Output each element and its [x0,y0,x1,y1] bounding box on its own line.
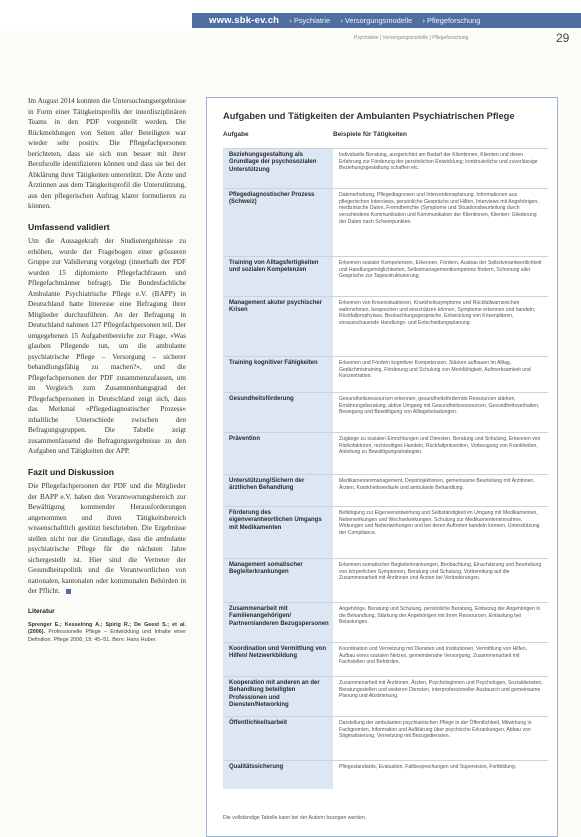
task-examples-cell: Befähigung zur Eigenverantwortung und Selbständigkeit im Umgang mit Medikamenten, Nebenwirkungen und Wechselwirkungen, Schulung zur Medikamenteneinnahme, Wirkungen und Nebenwirkungen und bei deren Auftreten handeln können, Unterstützung der Compliance. [333,507,548,559]
column-header-area: Aufgabe [223,131,249,138]
table-row [223,433,548,475]
article-column [28,96,186,644]
task-examples-cell: Individuelle Beratung, ausgerichtet am Bedarf der Klientinnen, Klienten und deren Erfahrung zur Förderung der persönlichen Entwicklung; kontinuierliche und zuverlässige Beziehungsgestaltung schaffen etc. [333,149,548,189]
task-area-cell: Öffentlichkeitsarbeit [223,717,333,761]
task-examples-cell: Zusammenarbeit mit Ärztinnen, Ärzten, Psychologinnen und Psychologen, Sozialdiensten, Beratungsstellen und weiteren Diensten, interprofessioneller Austausch und gemeinsame Planung und Abstimmung. [333,677,548,717]
task-area-cell: Prävention [223,433,333,475]
end-of-article-mark [66,589,71,594]
section-heading-conclusion: Fazit und Diskussion [28,466,114,477]
intro-paragraph: Im August 2014 konnten die Untersuchungsergebnisse in Form einer Tätigkeitsprofils der interdisziplinären Teams in den PDF vorgestellt werden. Die Rückmeldungen von Seiten aller Beteiligten war wieder sehr positiv. Die Pflegefachpersonen berichteten, dass sie sich nun besser mit ihrer Berufsrolle identifizieren können und dass sie bei der Abklärung ihrer Tätigkeiten unterstützt. Die Ärzte und Ärztinnen aus dem Tätigkeitsprofil die Unterstützung, aus den pflegerischen Auftrag klarer formulieren zu können. [28,97,186,210]
task-examples-cell: Gesundheitsressourcen erkennen, gesundheitsfördernde Ressourcen stärken, Ernährungsberatung, aktive Umgang mit Gesundheitsressourcen, Gesundheitsverhalten, Bewegung und Bewältigung von Alltagsbelastungen. [333,393,548,433]
table-header [207,128,557,138]
task-area-cell: Training von Alltagsfertigkeiten und sozialen Kompetenzen [223,257,333,297]
table-row [223,643,548,677]
table-row [223,761,548,789]
task-examples-cell: Medikamentenmanagement, Depotinjektionen, gemeinsame Beurteilung mit Ärztinnen, Ärzten, Krankheitsverläufe und ambulante Behandlung. [333,475,548,507]
task-area-cell: Zusammenarbeit mit Familienangehörigen/ Partnern/anderen Bezugspersonen [223,603,333,643]
task-area-cell: Management akuter psychischer Krisen [223,297,333,357]
task-area-cell: Pflegediagnostischer Prozess (Schweiz) [223,189,333,257]
table-row [223,559,548,603]
validation-paragraph: Um die Aussagekraft der Studienergebnisse zu erhöhen, wurde der Fragebogen einer grösseren Gruppe zur Validierung vorgelegt (innerhalb der PDF wurden 15 diplomierte Pflegefachfrauen und Pflegefachmänner befragt). Die Bundesfachliche Ambulante Psychiatrische Pflege e.V. (BAPP) in Deutschland hatte Interesse eine Befragung ihrer Mitglieder durchzuführen. An der Befragung in Deutschland nahmen 127 Pflegefachpersonen teil. Der umgegebenen 15 Aufgabenbereiche zur Frage, «Was glauben Pflegende tun, um die ambulante psychiatrische Pflege – Versorgung – sicherer behandlungsfähig zu machen?», und die Pflegefachpersonen der PDF zusammenzufassen, um im Vergleich zum Zusammenhangsgrad der Pflegefachpersonen in Deutschland zeigt sich, dass das Merkmal «Pflegediagnostischer Prozess» inhaltliche Unterschiede zwischen den Befragungsgruppen. Die Tabelle zeigt zusammenfassend die Befragungsergebnisse zu den Aufgaben und Tätigkeiten der APP. [28,237,186,455]
task-examples-cell: Erkennen und Fördern kognitiver Kompetenzen, Stärken aufbauen im Alltag, Gedächtnistraining, Förderung und Schulung von Merkfähigkeit, Aufmerksamkeit und Konzentration. [333,357,548,393]
task-examples-cell: Erkennen sozialer Kompetenzen, Erkennen, Fördern, Ausbau der Selbstverantwortlichkeit und Handlungsmöglichkeiten, Selbstmanagementkompetenz fördern, Schonung aller Gespräche zur Tagesstrukturierung. [333,257,548,297]
table-row [223,717,548,761]
table-footnote: Die vollständige Tabelle kann bei der Autorin bezogen werden. [223,815,367,821]
table-row [223,149,548,189]
literature-authors: Sprenger E.; Kesselring A.; Spirig R.; De Geest S.; et al. (2006). [28,622,186,636]
task-examples-cell: Erkennen somatischer Begleiterkrankungen, Beobachtung, Einschätzung und Beurteilung von körperlichen Symptomen, Beratung und Schulung, Vorbereitung auf die Zusammenarbeit mit Ärztinnen und Ärzten bei Veränderungen. [333,559,548,603]
task-area-cell: Qualitätssicherung [223,761,333,789]
site-url[interactable]: www.sbk-ev.ch [209,15,280,26]
section-heading-validation: Umfassend validiert [28,221,110,232]
literature-text: Professionelle Pflege – Entwicklung und Inhalte einer Definition. Pflege 2006; 19: 45–51. Bern: Hans Huber. [28,629,186,643]
task-area-cell: Gesundheitsförderung [223,393,333,433]
task-area-cell: Förderung des eigenverantwortlichen Umgangs mit Medikamenten [223,507,333,559]
conclusion-paragraph: Die Pflegefachpersonen der PDF und die Mitglieder der BAPP e.V. haben den Verantwortungsbereich zur Bewältigung kommender Herausforderungen angenommen und ihren Tätigkeitsbereich wissenschaftlich gestützt beschrieben. Die Ergebnisse stellen nicht nur die Grundlage, dass die ambulante psychiatrische Pflege für die nächsten Jahre sichergestellt ist. Hier sind die Vertreter der Gesundheitspolitik und die Verantwortlichen von nationalen, kantonalen oder kommunalen Behörden in der Pflicht. [28,482,186,595]
task-examples-cell: Angehörige, Beratung und Schulung, persönliche Beratung, Einbezug der Angehörigen in die Behandlung, Stärkung der Angehörigen mit ihren Ressourcen, Entlastung bei Belastungen. [333,603,548,643]
literature-entry [28,622,186,644]
task-examples-cell: Koordination und Vernetzung mit Diensten und Institutionen, Vermittlung von Hilfen, Aufbau eines sozialen Netzes, gemeindenahe Versorgung, Zusammenarbeit mit Fachstellen und Behörden. [333,643,548,677]
nav-item-3[interactable]: › Pflegeforschung [422,16,481,25]
task-area-cell: Kooperation mit anderen an der Behandlung beteiligten Professionen und Diensten/Networking [223,677,333,717]
task-examples-cell: Darstellung der ambulanten psychiatrischen Pflege in der Öffentlichkeit, Mitwirkung in Fachgremien, Information und Aufklärung über psychische Erkrankungen, Abbau von Stigmatisierung, Vernetzung mit Bezugsdiensten. [333,717,548,761]
task-area-cell: Management somatischer Begleiterkrankungen [223,559,333,603]
task-examples-cell: Pflegestandards, Evaluation, Fallbesprechungen und Supervision, Fortbildung. [333,761,548,789]
table-row [223,507,548,559]
table-row [223,357,548,393]
nav-item-2[interactable]: › Versorgungsmodelle [340,16,413,25]
task-table [223,148,548,789]
table-title: Aufgaben und Tätigkeiten der Ambulanten Psychiatrischen Pflege [223,111,515,121]
task-examples-cell: Erkennen von Krisensituationen, Krankheitssymptome und Rückfallwarnzeichen wahrnehmen, besprechen und einschätzen können, Symptome erkennen und handeln; Rückfallprophylaxe, Beobachtungsgespräche, Entwicklung von Krisenplänen, vorausschauende Handlungs- und Entscheidungsplanung. [333,297,548,357]
task-area-cell: Training kognitiver Fähigkeiten [223,357,333,393]
column-header-examples: Beispiele für Tätigkeiten [333,131,407,138]
table-row [223,475,548,507]
table-row [223,603,548,643]
page-header [0,0,581,31]
table-row [223,297,548,357]
running-head: Psychiatrie | Versorgungsmodelle | Pflegeforschung [354,35,469,41]
table-row [223,189,548,257]
task-area-cell: Unterstützung/Sichern der ärztlichen Behandlung [223,475,333,507]
header-banner [192,13,581,28]
task-table-box [206,97,558,837]
literature-heading: Literatur [28,607,55,615]
table-row [223,257,548,297]
task-examples-cell: Datenerhebung, Pflegediagnosen und Interventionsplanung. Informationen aus pflegerischen Interviews, persönliche Gespräche und Hilfen, Interviews mit Angehörigen, medizinische Daten, Fremdberichte (Symptome und Situationsbeurteilung durch verschiedene Kommunikation und Kommunikation der Klientinnen, Klienten; Gliederung der Daten nach Schwerpunkten. [333,189,548,257]
task-area-cell: Koordination und Vermittlung von Hilfen/ Netzwerkbildung [223,643,333,677]
page-number: 29 [556,31,570,45]
task-examples-cell: Zugänge zu sozialen Einrichtungen und Diensten, Beratung und Schulung, Erkennen von Risikofaktoren, rechtzeitiges Handeln, Rückfallprävention, Vorbeugung von Krankheiten, Anleitung zu Bewältigungsstrategien. [333,433,548,475]
task-area-cell: Beziehungsgestaltung als Grundlage der psychosozialen Unterstützung [223,149,333,189]
nav-item-1[interactable]: › Psychiatrie [289,16,331,25]
table-row [223,677,548,717]
table-row [223,393,548,433]
